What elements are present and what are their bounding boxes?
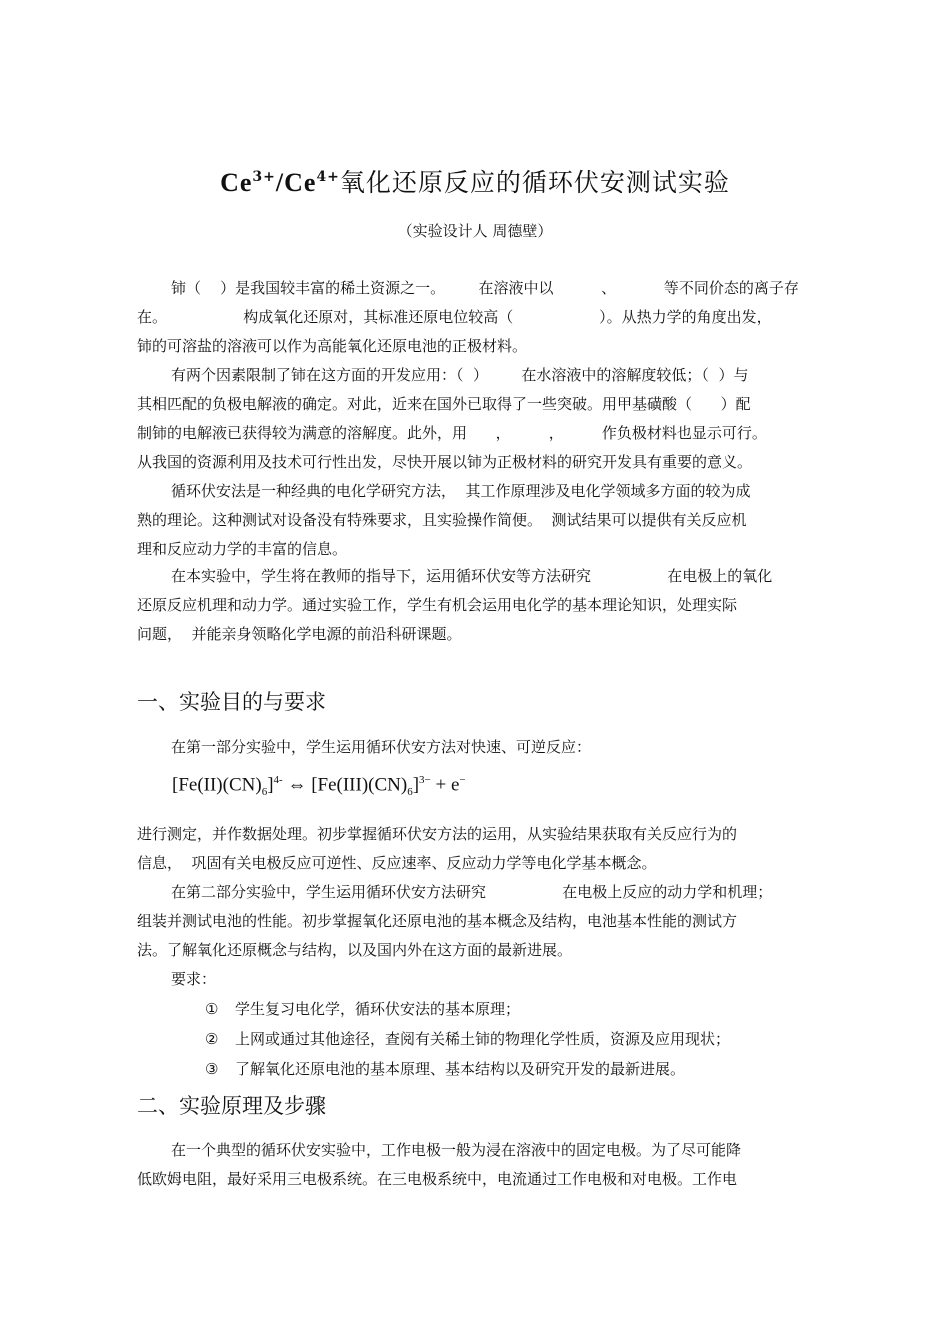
equation-bracket: ] — [267, 774, 274, 796]
text-line: 制铈的电解液已获得较为满意的溶解度。此外，用 ， ， 作负极材料也显示可行。 — [137, 424, 767, 442]
list-number: ① — [205, 1000, 219, 1018]
title-text: 氧化还原反应的循环伏安测试实验 — [339, 168, 730, 197]
title-ce4: Ce — [284, 168, 317, 197]
text-line: 在第二部分实验中，学生运用循环伏安方法研究 在电极上反应的动力学和机理； — [171, 883, 773, 901]
text-line: 在一个典型的循环伏安实验中，工作电极一般为浸在溶液中的固定电极。为了尽可能降 — [171, 1141, 742, 1159]
document-title — [0, 163, 950, 199]
text-line: 有两个因素限制了铈在这方面的开发应用：（ ） 在水溶液中的溶解度较低；（ ）与 — [171, 366, 749, 384]
section-1-paragraph-1 — [137, 733, 815, 762]
list-text: 了解氧化还原电池的基本原理、基本结构以及研究开发的最新进展。 — [235, 1060, 686, 1078]
list-item — [205, 1024, 730, 1054]
text-line: 法。了解氧化还原概念与结构，以及国内外在这方面的最新进展。 — [137, 941, 573, 959]
equation-charge: 3− — [419, 774, 431, 786]
text-line: 低欧姆电阻，最好采用三电极系统。在三电极系统中，电流通过工作电极和对电极。工作电 — [137, 1170, 738, 1188]
intro-paragraph-2 — [137, 361, 815, 477]
text-line: 理和反应动力学的丰富的信息。 — [137, 540, 348, 558]
text-line: 从我国的资源利用及技术可行性出发，尽快开展以铈为正极材料的研究开发具有重要的意义。 — [137, 453, 753, 471]
text-line: 在本实验中，学生将在教师的指导下，运用循环伏安等方法研究 在电极上的氧化 — [171, 567, 773, 585]
text-line: 在。 构成氧化还原对，其标准还原电位较高（ ）。从热力学的角度出发， — [137, 308, 772, 326]
equation-subscript: 6 — [407, 786, 413, 799]
document-subtitle: （实验设计人 周德壁） — [397, 222, 553, 240]
text-line: 熟的理论。这种测试对设备没有特殊要求，且实验操作简便。 测试结果可以提供有关反应机 — [137, 511, 747, 529]
title-ce3: Ce — [220, 168, 253, 197]
text-line: 在第一部分实验中，学生运用循环伏安方法对快速、可逆反应： — [171, 738, 592, 756]
text-line: 问题， 并能亲身领略化学电源的前沿科研课题。 — [137, 625, 462, 643]
section-2-heading: 二、实验原理及步骤 — [137, 1094, 326, 1118]
title-slash: / — [275, 168, 285, 197]
equation-product: [Fe(III)(CN) — [311, 774, 408, 796]
list-item — [205, 994, 730, 1024]
electron-charge: − — [459, 774, 466, 786]
section-1-paragraph-3 — [137, 878, 815, 965]
title-ce3-charge: 3+ — [252, 169, 276, 185]
text-line: 循环伏安法是一种经典的电化学研究方法， 其工作原理涉及电化学领域多方面的较为成 — [171, 482, 751, 500]
equation-electron: + e — [435, 774, 460, 796]
list-item — [205, 1054, 730, 1084]
equation-reactant: [Fe(II)(CN) — [172, 774, 262, 796]
text-line: 铈的可溶盐的溶液可以作为高能氧化还原电池的正极材料。 — [137, 337, 528, 355]
intro-paragraph-1 — [137, 274, 815, 361]
intro-paragraph-4 — [137, 562, 815, 649]
ferrocyanide-equation — [172, 774, 466, 798]
equation-bracket: ] — [412, 774, 420, 796]
text-line: 还原反应机理和动力学。通过实验工作，学生有机会运用电化学的基本理论知识，处理实际 — [137, 596, 738, 614]
requirements-list — [205, 994, 730, 1084]
text-line: 信息， 巩固有关电极反应可逆性、反应速率、反应动力学等电化学基本概念。 — [137, 854, 657, 872]
text-line: 组装并测试电池的性能。初步掌握氧化还原电池的基本概念及结构，电池基本性能的测试方 — [137, 912, 738, 930]
text-line: 铈（ ）是我国较丰富的稀土资源之一。 在溶液中以 、 等不同价态的离子存 — [171, 279, 799, 297]
intro-paragraph-3 — [137, 477, 815, 564]
text-line: 其相匹配的负极电解液的确定。对此，近来在国外已取得了一些突破。用甲基磺酸（ ）配 — [137, 395, 751, 413]
text-line: 进行测定，并作数据处理。初步掌握循环伏安方法的运用，从实验结果获取有关反应行为的 — [137, 825, 738, 843]
section-1-heading: 一、实验目的与要求 — [137, 690, 326, 714]
list-text: 学生复习电化学，循环伏安法的基本原理； — [235, 1000, 521, 1018]
title-ce4-charge: 4+ — [316, 169, 340, 185]
list-text: 上网或通过其他途径，查阅有关稀土铈的物理化学性质，资源及应用现状； — [235, 1030, 731, 1048]
equation-charge: 4- — [273, 774, 283, 786]
list-number: ③ — [205, 1060, 219, 1078]
section-1-paragraph-2 — [137, 820, 815, 878]
requirements-label — [137, 965, 815, 994]
section-2-paragraph-1 — [137, 1136, 815, 1194]
list-number: ② — [205, 1030, 219, 1048]
equilibrium-arrow: ⇔ — [287, 774, 307, 796]
text-line: 要求： — [171, 970, 217, 988]
equation-subscript: 6 — [261, 786, 268, 799]
